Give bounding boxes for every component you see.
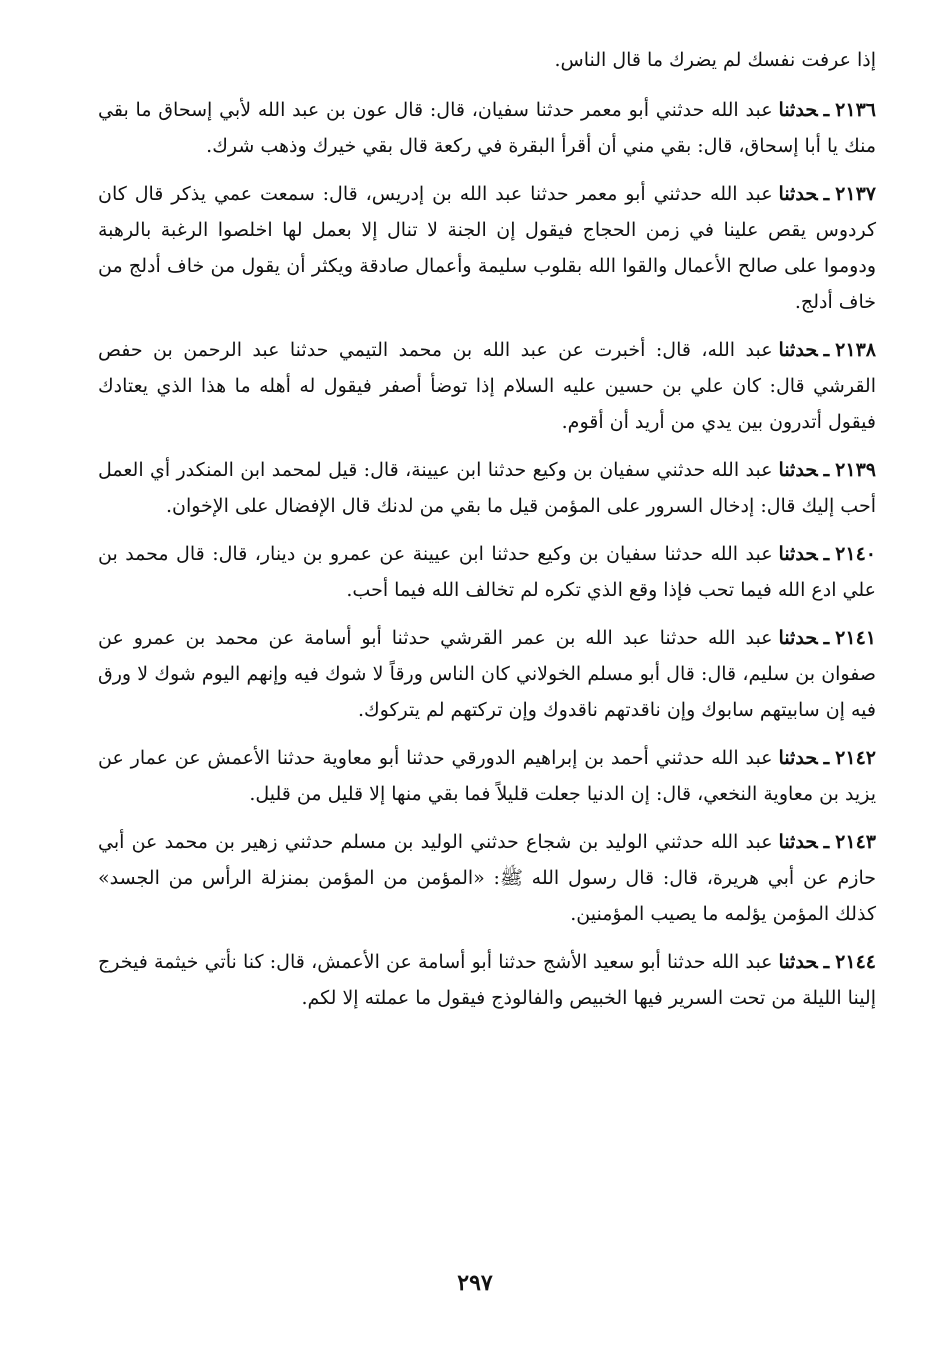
- hadith-text: عبد الله حدثني الوليد بن شجاع حدثني الوليد بن مسلم حدثني زهير بن محمد عن أبي حازم عن أبي هريرة، قال: قال رسول الله ﷺ: «المؤمن من المؤمن بمنزلة الرأس من الجسد» كذلك المؤمن يؤلمه ما يصيب المؤمنين.: [98, 831, 876, 925]
- hadith-2143: [98, 824, 876, 932]
- hadith-keyword: حدثنا: [778, 339, 818, 361]
- hadith-number: ٢١٤٢: [835, 747, 876, 769]
- hadith-number: ٢١٤٠: [835, 543, 876, 565]
- page-number: ٢٩٧: [457, 1270, 493, 1296]
- hadith-number: ٢١٣٦: [835, 99, 876, 121]
- dash: ـ: [823, 831, 830, 853]
- hadith-text: عبد الله حدثني أبو معمر حدثنا سفيان، قال: قال عون بن عبد الله لأبي إسحاق ما بقي منك يا أبا إسحاق، قال: بقي مني أن أقرأ البقرة في ركعة قال بقي خيرك وذهب شرك.: [98, 99, 876, 157]
- dash: ـ: [823, 459, 830, 481]
- dash: ـ: [823, 747, 830, 769]
- hadith-number: ٢١٤٣: [835, 831, 876, 853]
- hadith-keyword: حدثنا: [778, 951, 818, 973]
- hadith-number: ٢١٤١: [835, 627, 876, 649]
- hadith-keyword: حدثنا: [778, 543, 818, 565]
- hadith-2144: [98, 944, 876, 1016]
- hadith-number: ٢١٣٧: [835, 183, 876, 205]
- hadith-keyword: حدثنا: [778, 183, 818, 205]
- hadith-text: عبد الله حدثني أبو معمر حدثنا عبد الله بن إدريس، قال: سمعت عمي يذكر قال كان كردوس يقص علينا في زمن الحجاج فيقول إن الجنة لا تنال إلا بعمل لها اخلصوا الرغبة بالرهبة ودوموا على صالح الأعمال والقوا الله بقلوب سليمة وأعمال صادقة ويكثر أن يقول من خاف أدلج من خاف أدلج.: [98, 183, 876, 313]
- dash: ـ: [823, 951, 830, 973]
- dash: ـ: [823, 339, 830, 361]
- hadith-text: عبد الله حدثنا عبد الله بن عمر القرشي حدثنا أبو أسامة عن محمد بن عمرو عن صفوان بن سليم، قال: قال أبو مسلم الخولاني كان الناس ورقاً لا شوك فيه وإنهم اليوم شوك لا ورق فيه إن سابيتهم سابوك وإن ناقدتهم ناقدوك وإن تركتهم لم يتركوك.: [98, 627, 876, 721]
- hadith-keyword: حدثنا: [778, 99, 818, 121]
- hadith-number: ٢١٤٤: [835, 951, 876, 973]
- hadith-2136: [98, 92, 876, 164]
- hadith-keyword: حدثنا: [778, 459, 818, 481]
- dash: ـ: [823, 543, 830, 565]
- hadith-number: ٢١٣٩: [835, 459, 876, 481]
- hadith-text: عبد الله حدثنا أبو سعيد الأشج حدثنا أبو أسامة عن الأعمش، قال: كنا نأتي خيثمة فيخرج إلينا الليلة من تحت السرير فيها الخبيص والفالوذج فيقول ما عملته إلا لكم.: [98, 951, 876, 1009]
- dash: ـ: [823, 627, 830, 649]
- hadith-text: عبد الله، قال: أخبرت عن عبد الله بن محمد التيمي حدثنا عبد الرحمن بن حفص القرشي قال: كان علي بن حسين عليه السلام إذا توضأ أصفر فيقول له أهله ما هذا الذي يعتادك فيقول أتدرون بين يدي من أريد أن أقوم.: [98, 339, 876, 433]
- hadith-text: عبد الله حدثني أحمد بن إبراهيم الدورقي حدثنا أبو معاوية حدثنا الأعمش عن عمار عن يزيد بن معاوية النخعي، قال: إن الدنيا جعلت قليلاً فما بقي منها إلا قليل من قليل.: [98, 747, 876, 805]
- hadith-2140: [98, 536, 876, 608]
- hadith-keyword: حدثنا: [778, 627, 818, 649]
- hadith-text: عبد الله حدثني سفيان بن وكيع حدثنا ابن عيينة، قال: قيل لمحمد ابن المنكدر أي العمل أحب إليك قال: إدخال السرور على المؤمن قيل ما بقي من لدنك قال الإفضال على الإخوان.: [98, 459, 876, 517]
- hadith-number: ٢١٣٨: [835, 339, 876, 361]
- hadith-keyword: حدثنا: [778, 747, 818, 769]
- hadith-2138: [98, 332, 876, 440]
- hadith-2142: [98, 740, 876, 812]
- intro-line: إذا عرفت نفسك لم يضرك ما قال الناس.: [554, 49, 876, 71]
- dash: ـ: [823, 99, 830, 121]
- hadith-text: عبد الله حدثنا سفيان بن وكيع حدثنا ابن عيينة عن عمرو بن دينار، قال: قال محمد بن علي ادع الله فيما تحب فإذا وقع الذي تكره لم تخالف الله فيما أحب.: [98, 543, 876, 601]
- hadith-2141: [98, 620, 876, 728]
- hadith-2139: [98, 452, 876, 524]
- dash: ـ: [823, 183, 830, 205]
- page-body: [98, 40, 876, 1028]
- hadith-keyword: حدثنا: [778, 831, 818, 853]
- hadith-2137: [98, 176, 876, 320]
